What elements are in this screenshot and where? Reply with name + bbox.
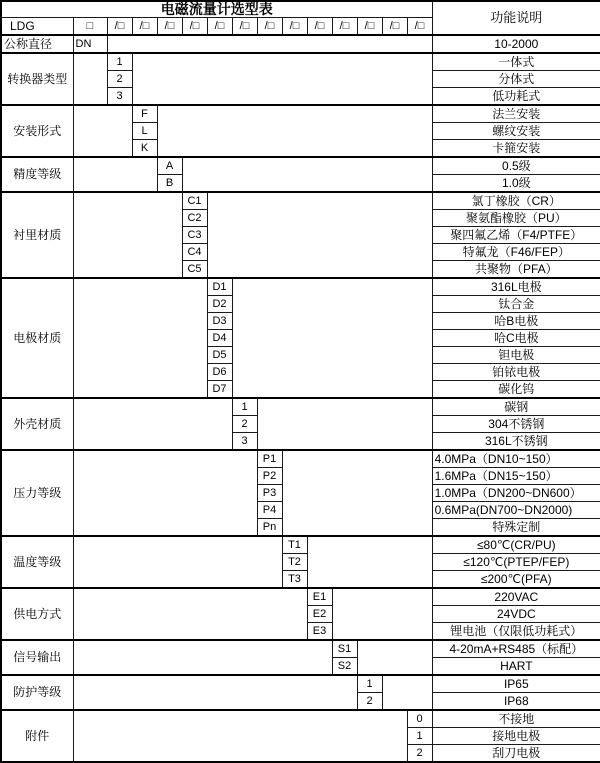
code-cell: 1 xyxy=(357,675,382,693)
category-label: 精度等级 xyxy=(1,157,73,192)
spacer-cell xyxy=(232,278,432,398)
desc-cell: 螺纹安装 xyxy=(432,123,600,140)
code-cell: 1 xyxy=(407,728,432,745)
code-cell: D1 xyxy=(207,278,232,296)
category-label: 防护等级 xyxy=(1,675,73,710)
table-title: 电磁流量计选型表 xyxy=(1,1,432,18)
spacer-cell xyxy=(207,192,432,278)
desc-cell: 0.6MPa(DN700~DN2000) xyxy=(432,502,600,519)
spacer-cell xyxy=(282,450,432,536)
spacer-cell xyxy=(107,35,432,53)
desc-cell: 304不锈钢 xyxy=(432,416,600,433)
desc-cell: 24VDC xyxy=(432,606,600,623)
spacer-cell xyxy=(73,53,107,105)
code-cell: E3 xyxy=(307,623,332,641)
code-cell: P2 xyxy=(257,468,282,485)
category-label: 衬里材质 xyxy=(1,192,73,278)
code-cell: D7 xyxy=(207,381,232,399)
desc-cell: 0.5级 xyxy=(432,157,600,175)
code-cell: C3 xyxy=(182,227,207,244)
desc-cell: 共聚物（PFA） xyxy=(432,261,600,279)
spacer-cell xyxy=(73,588,307,640)
model-slot: /□ xyxy=(407,18,432,36)
code-cell: 2 xyxy=(407,745,432,763)
code-cell: F xyxy=(132,105,157,123)
desc-cell: ≤80℃(CR/PU) xyxy=(432,536,600,554)
code-cell: C5 xyxy=(182,261,207,279)
code-cell: 2 xyxy=(232,416,257,433)
code-cell: P1 xyxy=(257,450,282,468)
code-cell: T3 xyxy=(282,571,307,589)
code-cell: 1 xyxy=(232,398,257,416)
model-slot: /□ xyxy=(182,18,207,36)
model-slot: /□ xyxy=(157,18,182,36)
spacer-cell xyxy=(157,105,432,157)
desc-cell: 1.0MPa（DN200~DN600） xyxy=(432,485,600,502)
code-cell: D6 xyxy=(207,364,232,381)
desc-cell: 聚四氟乙烯（F4/PTFE） xyxy=(432,227,600,244)
desc-cell: IP65 xyxy=(432,675,600,693)
code-cell: D3 xyxy=(207,313,232,330)
model-slot: /□ xyxy=(382,18,407,36)
spacer-cell xyxy=(257,398,432,450)
desc-cell: 分体式 xyxy=(432,71,600,88)
code-cell: 2 xyxy=(107,71,132,88)
model-slot: /□ xyxy=(207,18,232,36)
desc-cell: 特殊定制 xyxy=(432,519,600,537)
desc-cell: IP68 xyxy=(432,693,600,711)
desc-cell: 哈B电极 xyxy=(432,313,600,330)
spacer-cell xyxy=(73,640,332,675)
desc-cell: 316L电极 xyxy=(432,278,600,296)
category-label: 安装形式 xyxy=(1,105,73,157)
desc-cell: 不接地 xyxy=(432,710,600,728)
desc-cell: 10-2000 xyxy=(432,35,600,53)
model-code: LDG xyxy=(1,18,73,36)
code-cell: A xyxy=(157,157,182,175)
spacer-cell xyxy=(382,675,432,710)
model-slot: /□ xyxy=(132,18,157,36)
code-cell: P3 xyxy=(257,485,282,502)
desc-cell: 氯丁橡胶（CR） xyxy=(432,192,600,210)
spacer-cell xyxy=(307,536,432,588)
spacer-cell xyxy=(357,640,432,675)
category-label: 转换器类型 xyxy=(1,53,73,105)
model-slot: /□ xyxy=(107,18,132,36)
model-slot: /□ xyxy=(357,18,382,36)
model-box-symbol: □ xyxy=(73,18,107,36)
category-label: 信号输出 xyxy=(1,640,73,675)
desc-cell: ≤200℃(PFA) xyxy=(432,571,600,589)
category-label: 电极材质 xyxy=(1,278,73,398)
spacer-cell xyxy=(73,536,282,588)
desc-cell: 4-20mA+RS485（标配） xyxy=(432,640,600,658)
spacer-cell xyxy=(73,278,207,398)
model-slot: /□ xyxy=(282,18,307,36)
code-cell: 3 xyxy=(232,433,257,451)
code-cell: Pn xyxy=(257,519,282,537)
code-cell: T1 xyxy=(282,536,307,554)
code-cell: C4 xyxy=(182,244,207,261)
code-cell: P4 xyxy=(257,502,282,519)
code-cell: L xyxy=(132,123,157,140)
code-cell: E2 xyxy=(307,606,332,623)
category-label: 压力等级 xyxy=(1,450,73,536)
model-slot: /□ xyxy=(332,18,357,36)
desc-cell: 碳钢 xyxy=(432,398,600,416)
desc-cell: 4.0MPa（DN10~150） xyxy=(432,450,600,468)
desc-cell: 碳化钨 xyxy=(432,381,600,399)
code-cell: C2 xyxy=(182,210,207,227)
category-label: 供电方式 xyxy=(1,588,73,640)
spacer-cell xyxy=(73,157,157,192)
code-cell: T2 xyxy=(282,554,307,571)
desc-cell: 1.6MPa（DN15~150） xyxy=(432,468,600,485)
desc-cell: 低功耗式 xyxy=(432,88,600,106)
spacer-cell xyxy=(132,53,432,105)
category-label: 温度等级 xyxy=(1,536,73,588)
code-cell: B xyxy=(157,175,182,193)
code-cell: 2 xyxy=(357,693,382,711)
code-cell: D4 xyxy=(207,330,232,347)
spacer-cell xyxy=(73,675,357,710)
model-slot: /□ xyxy=(257,18,282,36)
spacer-cell xyxy=(332,588,432,640)
spacer-cell xyxy=(73,450,257,536)
desc-cell: 一体式 xyxy=(432,53,600,71)
spacer-cell xyxy=(73,710,407,762)
code-cell: S1 xyxy=(332,640,357,658)
code-cell: K xyxy=(132,140,157,158)
code-cell: C1 xyxy=(182,192,207,210)
category-label: 附件 xyxy=(1,710,73,762)
function-column-header: 功能说明 xyxy=(432,1,600,35)
code-cell: S2 xyxy=(332,658,357,676)
desc-cell: 锂电池（仅限低功耗式） xyxy=(432,623,600,641)
desc-cell: 220VAC xyxy=(432,588,600,606)
code-cell: 3 xyxy=(107,88,132,106)
desc-cell: HART xyxy=(432,658,600,676)
desc-cell: 铂铱电极 xyxy=(432,364,600,381)
code-cell: D2 xyxy=(207,296,232,313)
code-cell: DN xyxy=(73,35,107,53)
desc-cell: 钛合金 xyxy=(432,296,600,313)
desc-cell: 哈C电极 xyxy=(432,330,600,347)
desc-cell: 1.0级 xyxy=(432,175,600,193)
code-cell: 0 xyxy=(407,710,432,728)
code-cell: E1 xyxy=(307,588,332,606)
desc-cell: 特氟龙（F46/FEP） xyxy=(432,244,600,261)
spacer-cell xyxy=(73,192,182,278)
spacer-cell xyxy=(73,105,132,157)
desc-cell: 卡箍安装 xyxy=(432,140,600,158)
category-label-dn: 公称直径 xyxy=(1,35,73,53)
desc-cell: 刮刀电极 xyxy=(432,745,600,763)
desc-cell: ≤120℃(PTEP/FEP) xyxy=(432,554,600,571)
desc-cell: 法兰安装 xyxy=(432,105,600,123)
spacer-cell xyxy=(73,398,232,450)
desc-cell: 316L不锈钢 xyxy=(432,433,600,451)
code-cell: 1 xyxy=(107,53,132,71)
category-label: 外壳材质 xyxy=(1,398,73,450)
spacer-cell xyxy=(182,157,432,192)
desc-cell: 钽电极 xyxy=(432,347,600,364)
desc-cell: 接地电极 xyxy=(432,728,600,745)
model-slot: /□ xyxy=(307,18,332,36)
desc-cell: 聚氨酯橡胶（PU） xyxy=(432,210,600,227)
code-cell: D5 xyxy=(207,347,232,364)
model-slot: /□ xyxy=(232,18,257,36)
